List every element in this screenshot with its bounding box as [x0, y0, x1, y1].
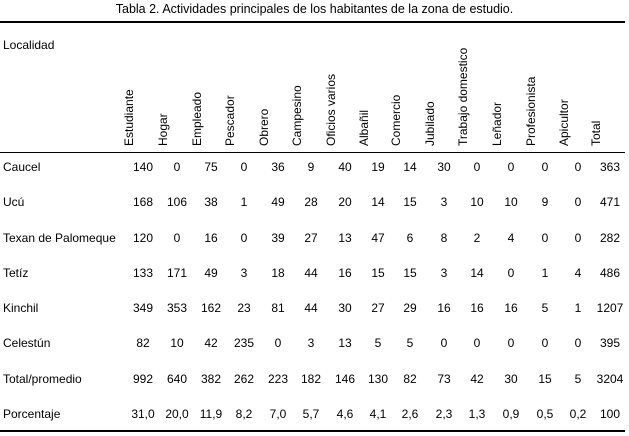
table-row: [0, 264, 625, 282]
value-cell: 223: [267, 372, 289, 386]
value-cell: 0: [574, 336, 582, 350]
value-cell: 44: [304, 301, 318, 315]
value-cell: 30: [504, 372, 518, 386]
value-cell: 30: [437, 160, 451, 174]
value-cell: 640: [166, 372, 188, 386]
value-cell: 44: [304, 266, 318, 280]
value-cell: 36: [271, 160, 285, 174]
table-caption: Tabla 2. Actividades principales de los habitantes de la zona de estudio.: [115, 2, 514, 16]
value-cell: 5: [574, 372, 582, 386]
value-cell: 120: [132, 231, 154, 245]
value-cell: 0: [473, 160, 481, 174]
value-cell: 73: [437, 372, 451, 386]
value-cell: 1: [240, 195, 248, 209]
value-cell: 10: [170, 336, 184, 350]
value-cell: 47: [371, 231, 385, 245]
column-header-label: Leñador: [490, 101, 504, 146]
value-cell: 349: [132, 301, 154, 315]
column-header-label: Pescador: [223, 95, 237, 146]
localidad-cell: Kinchil: [3, 301, 39, 315]
value-cell: 2,3: [435, 407, 453, 421]
value-cell: 49: [271, 195, 285, 209]
value-cell: 0,5: [536, 407, 554, 421]
value-cell: 20,0: [165, 407, 189, 421]
value-cell: 4: [574, 266, 582, 280]
column-header-label: Campesino: [290, 85, 304, 146]
value-cell: 23: [237, 301, 251, 315]
value-cell: 10: [470, 195, 484, 209]
value-cell: 0: [173, 231, 181, 245]
value-cell: 28: [304, 195, 318, 209]
value-cell: 1,3: [468, 407, 486, 421]
value-cell: 14: [403, 160, 417, 174]
value-cell: 9: [541, 195, 549, 209]
localidad-cell: Tetíz: [3, 266, 29, 280]
value-cell: 0: [541, 231, 549, 245]
value-cell: 7,0: [269, 407, 287, 421]
value-cell: 81: [271, 301, 285, 315]
value-cell: 8: [440, 231, 448, 245]
column-header-label: Estudiante: [122, 89, 136, 146]
localidad-header: Localidad: [3, 38, 55, 52]
value-cell: 13: [338, 231, 352, 245]
value-cell: 0: [173, 160, 181, 174]
table-header-row: [0, 23, 625, 152]
value-cell: 168: [132, 195, 154, 209]
table-row: [0, 334, 625, 352]
localidad-cell: Porcentaje: [3, 407, 61, 421]
value-cell: 16: [470, 301, 484, 315]
value-cell: 6: [406, 231, 414, 245]
value-cell: 0: [240, 160, 248, 174]
value-cell: 0: [574, 195, 582, 209]
value-cell: 471: [599, 195, 621, 209]
value-cell: 27: [304, 231, 318, 245]
value-cell: 40: [338, 160, 352, 174]
value-cell: 182: [300, 372, 322, 386]
value-cell: 8,2: [235, 407, 253, 421]
value-cell: 11,9: [199, 407, 223, 421]
value-cell: 146: [334, 372, 356, 386]
value-cell: 30: [338, 301, 352, 315]
value-cell: 39: [271, 231, 285, 245]
column-header-label: Jubilado: [423, 101, 437, 146]
value-cell: 5: [374, 336, 382, 350]
value-cell: 382: [200, 372, 222, 386]
value-cell: 14: [470, 266, 484, 280]
value-cell: 0: [541, 160, 549, 174]
value-cell: 1207: [596, 301, 624, 315]
column-header-label: Trabajo domestico: [456, 47, 470, 146]
localidad-cell: Texan de Palomeque: [3, 231, 116, 245]
value-cell: 363: [599, 160, 621, 174]
value-cell: 1: [574, 301, 582, 315]
value-cell: 1: [541, 266, 549, 280]
value-cell: 82: [136, 336, 150, 350]
value-cell: 16: [338, 266, 352, 280]
value-cell: 0: [274, 336, 282, 350]
value-cell: 262: [233, 372, 255, 386]
value-cell: 4,6: [336, 407, 354, 421]
column-header-label: Apicultor: [557, 99, 571, 146]
value-cell: 133: [132, 266, 154, 280]
localidad-cell: Caucel: [3, 160, 41, 174]
value-cell: 16: [437, 301, 451, 315]
value-cell: 0: [574, 231, 582, 245]
table-bottom-rule: [0, 430, 625, 432]
value-cell: 992: [132, 372, 154, 386]
value-cell: 0: [541, 336, 549, 350]
value-cell: 162: [200, 301, 222, 315]
column-header-label: Comercio: [389, 94, 403, 146]
value-cell: 282: [599, 231, 621, 245]
value-cell: 29: [403, 301, 417, 315]
value-cell: 27: [371, 301, 385, 315]
column-header-label: Total: [589, 120, 603, 146]
value-cell: 2,6: [401, 407, 419, 421]
column-header-label: Albañil: [357, 109, 371, 146]
column-header-label: Empleado: [190, 91, 204, 146]
value-cell: 10: [504, 195, 518, 209]
value-cell: 2: [473, 231, 481, 245]
value-cell: 171: [166, 266, 188, 280]
value-cell: 3204: [596, 372, 624, 386]
value-cell: 15: [371, 266, 385, 280]
value-cell: 5: [541, 301, 549, 315]
value-cell: 353: [166, 301, 188, 315]
value-cell: 19: [371, 160, 385, 174]
value-cell: 75: [204, 160, 218, 174]
value-cell: 3: [440, 266, 448, 280]
localidad-cell: Celestún: [3, 336, 51, 350]
value-cell: 0: [507, 266, 515, 280]
column-header-label: Obrero: [257, 108, 271, 146]
localidad-cell: Ucú: [3, 195, 25, 209]
value-cell: 9: [307, 160, 315, 174]
value-cell: 0,9: [502, 407, 520, 421]
table-row: [0, 193, 625, 211]
localidad-cell: Total/promedio: [3, 372, 82, 386]
value-cell: 5,7: [302, 407, 320, 421]
value-cell: 20: [338, 195, 352, 209]
value-cell: 15: [403, 266, 417, 280]
value-cell: 395: [599, 336, 621, 350]
table-header-rule: [0, 152, 625, 153]
value-cell: 15: [403, 195, 417, 209]
value-cell: 0: [507, 160, 515, 174]
value-cell: 82: [403, 372, 417, 386]
value-cell: 130: [367, 372, 389, 386]
value-cell: 3: [240, 266, 248, 280]
value-cell: 0: [507, 336, 515, 350]
value-cell: 3: [440, 195, 448, 209]
column-header-label: Oficios varios: [324, 73, 338, 146]
value-cell: 0: [240, 231, 248, 245]
value-cell: 0,2: [569, 407, 587, 421]
value-cell: 5: [406, 336, 414, 350]
value-cell: 16: [204, 231, 218, 245]
value-cell: 0: [473, 336, 481, 350]
value-cell: 140: [132, 160, 154, 174]
value-cell: 106: [166, 195, 188, 209]
value-cell: 42: [470, 372, 484, 386]
value-cell: 4,1: [369, 407, 387, 421]
column-header-label: Profesionista: [524, 76, 538, 146]
table-row: [0, 370, 625, 388]
value-cell: 4: [507, 231, 515, 245]
value-cell: 31,0: [131, 407, 155, 421]
value-cell: 42: [204, 336, 218, 350]
value-cell: 235: [233, 336, 255, 350]
table-row: [0, 299, 625, 317]
table-row: [0, 229, 625, 247]
value-cell: 16: [504, 301, 518, 315]
value-cell: 3: [307, 336, 315, 350]
column-header-label: Hogar: [156, 113, 170, 146]
value-cell: 0: [574, 160, 582, 174]
value-cell: 15: [538, 372, 552, 386]
value-cell: 18: [271, 266, 285, 280]
value-cell: 0: [440, 336, 448, 350]
value-cell: 14: [371, 195, 385, 209]
table-row: [0, 158, 625, 176]
value-cell: 100: [599, 407, 621, 421]
value-cell: 486: [599, 266, 621, 280]
value-cell: 13: [338, 336, 352, 350]
table-row: [0, 405, 625, 423]
value-cell: 38: [204, 195, 218, 209]
value-cell: 49: [204, 266, 218, 280]
